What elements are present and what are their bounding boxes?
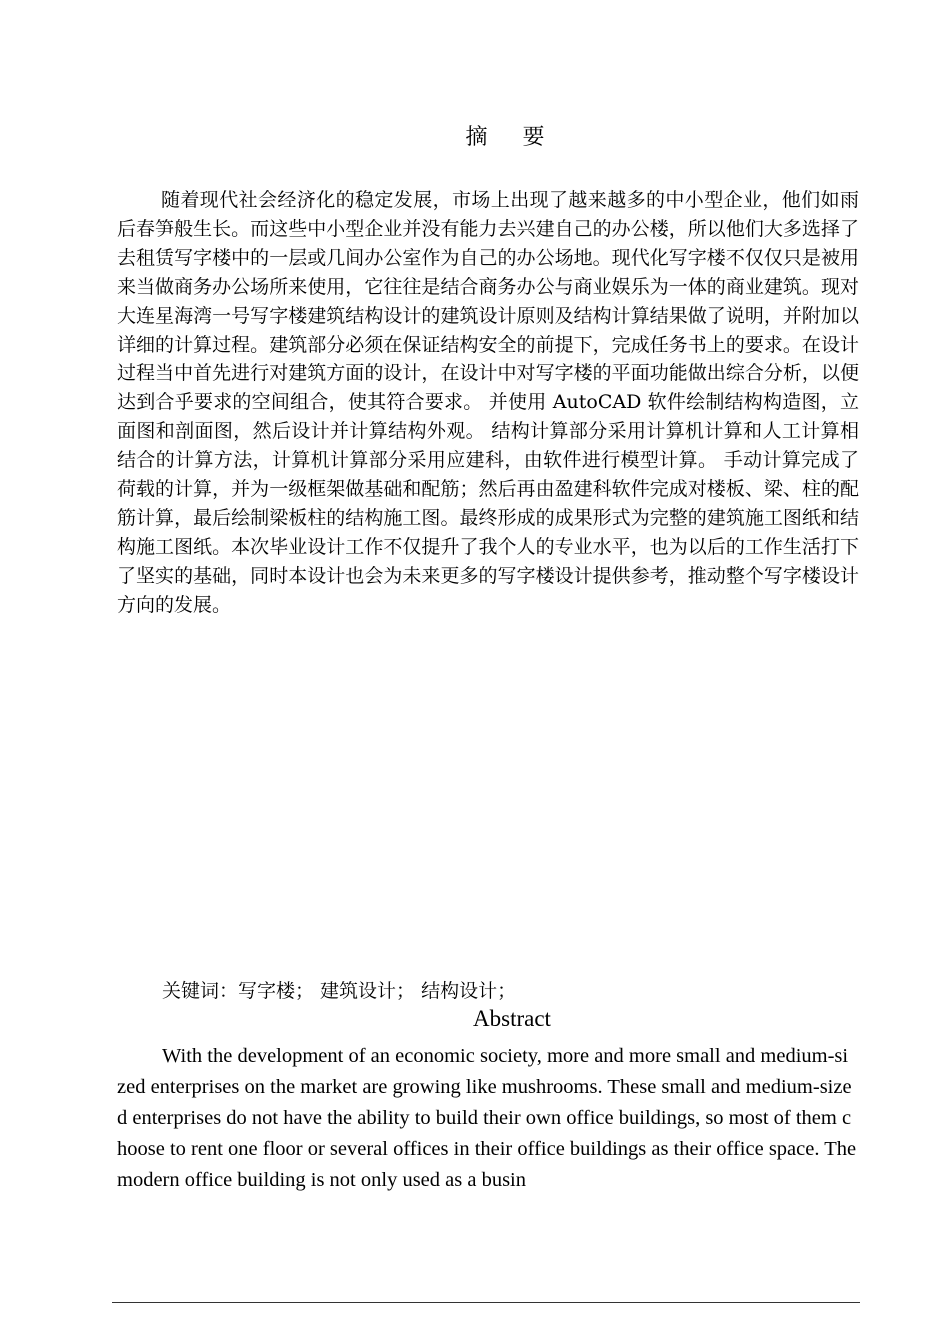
abstract-title-cn: 摘 要 [465, 125, 559, 150]
abstract-title-en: Abstract [473, 1006, 551, 1031]
footer-divider [112, 1302, 860, 1303]
abstract-body-cn: 随着现代社会经济化的稳定发展，市场上出现了越来越多的中小型企业，他们如雨后春笋般生长。而这些中小型企业并没有能力去兴建自己的办公楼，所以他们大多选择了去租赁写字楼中的一层或几间办公室作为自己的办公场地。现代化写字楼不仅仅只是被用来当做商务办公场所来使用，它往往是结合商务办公与商业娱乐为一体的商业建筑。现对大连星海湾一号写字楼建筑结构设计的建筑设计原则及结构计算结果做了说明，并附加以详细的计算过程。建筑部分必须在保证结构安全的前提下，完成任务书上的要求。在设计过程当中首先进行对建筑方面的设计，在设计中对写字楼的平面功能做出综合分析，以便达到合乎要求的空间组合，使其符合要求。 并使用 AutoCAD 软件绘制结构构造图，立面图和剖面图，然后设计并计算结构外观。 结构计算部分采用计算机计算和人工计算相结合的计算方法，计算机计算部分采用应建科，由软件进行模型计算。 手动计算完成了荷载的计算，并为一级框架做基础和配筋；然后再由盈建科软件完成对楼板、梁、柱的配筋计算，最后绘制梁板柱的结构施工图。最终形成的成果形式为完整的建筑施工图纸和结构施工图纸。本次毕业设计工作不仅提升了我个人的专业水平，也为以后的工作生活打下了坚实的基础，同时本设计也会为未来更多的写字楼设计提供参考，推动整个写字楼设计方向的发展。 [117, 189, 859, 616]
keywords-label: 关键词： [162, 980, 239, 1002]
abstract-body-en: With the development of an economic society, more and more small and medium-sized enterprises on the market are growing like mushrooms. These small and medium-sized enterprises do not have the ability to build their own office buildings, so most of them choose to rent one floor or several offices in their office buildings as their office space. The modern office building is not only used as a busin [117, 1045, 857, 1191]
keywords-values: 写字楼； 建筑设计； 结构设计； [238, 980, 517, 1002]
keywords-line [162, 978, 516, 1004]
